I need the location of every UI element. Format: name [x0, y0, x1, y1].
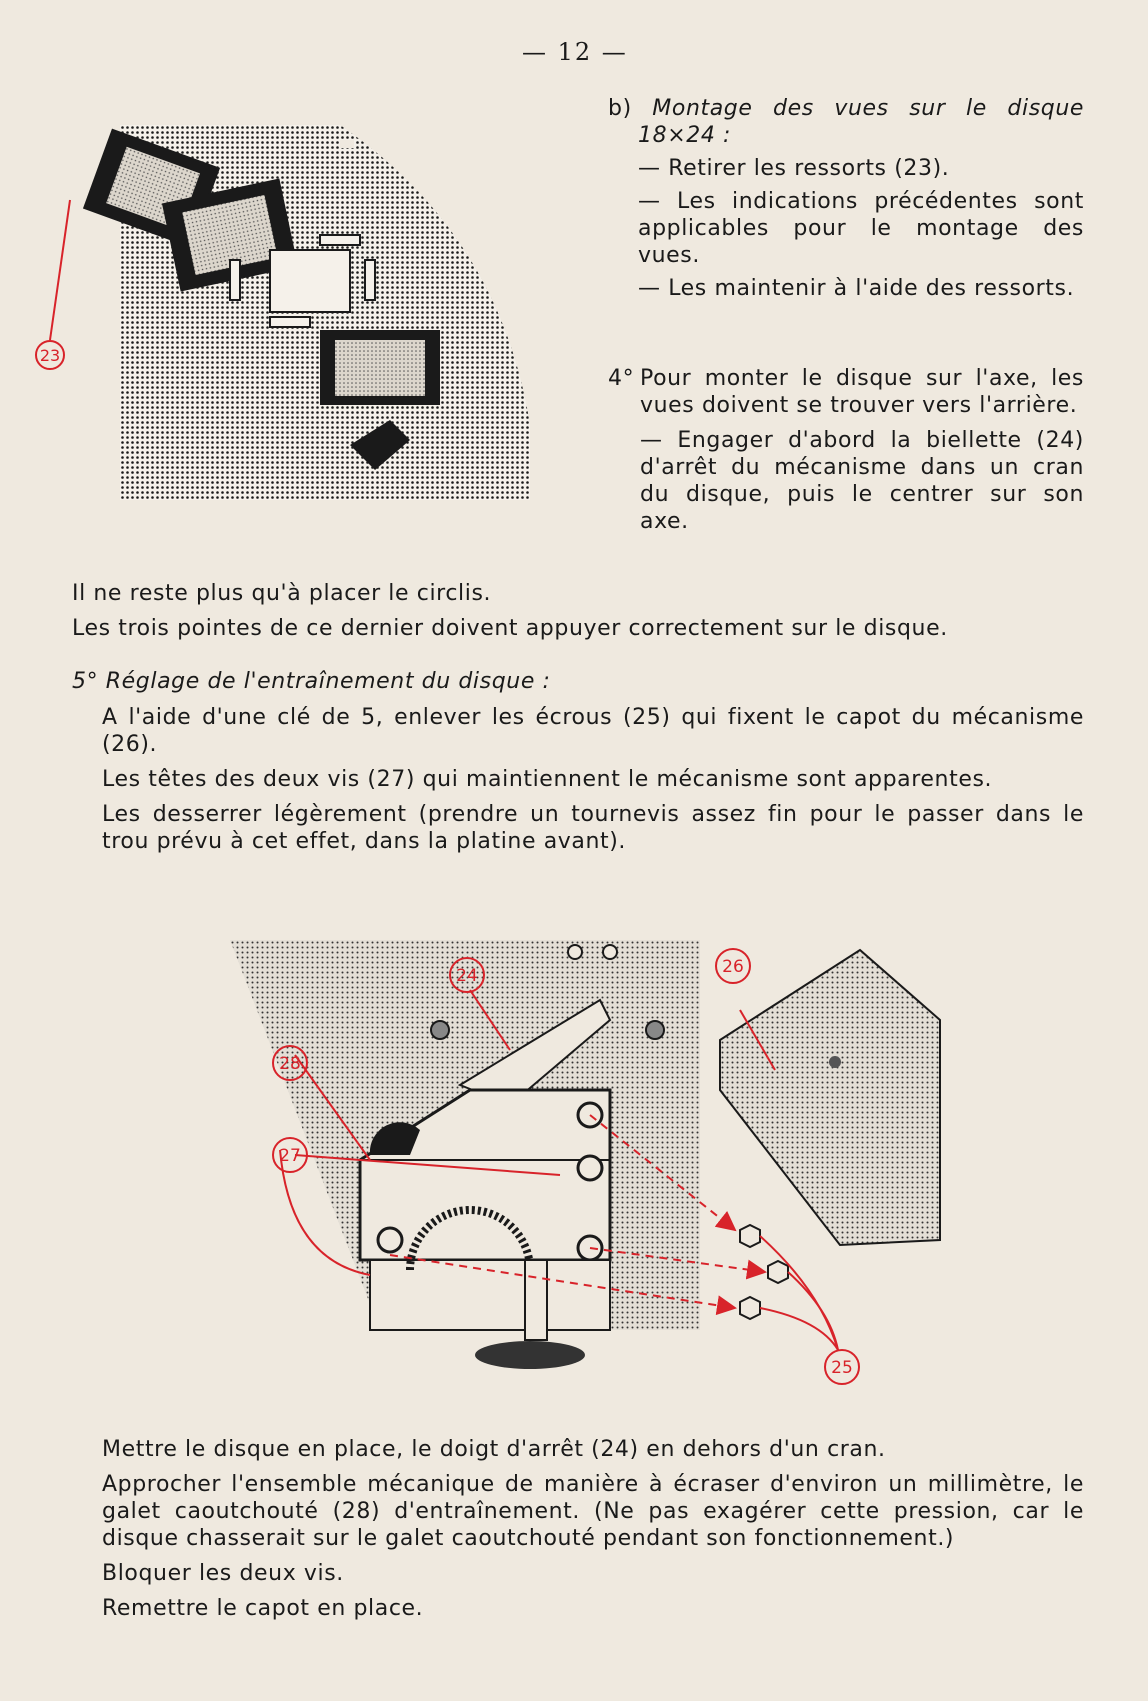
mechanism-cover — [720, 950, 940, 1245]
section-4-item: — Engager d'abord la biellette (24) d'arrêt du mécanisme dans un cran du disque, puis le centrer sur son axe. — [640, 428, 1084, 534]
section-5-heading: 5° Réglage de l'entraînement du disque : — [72, 669, 551, 694]
callout-25: 25 — [831, 1358, 853, 1378]
final-paragraph: Bloquer les deux vis. — [102, 1561, 344, 1586]
callout-26: 26 — [722, 957, 744, 977]
list-item: — Les maintenir à l'aide des ressorts. — [638, 276, 1075, 301]
section-b-prefix: b) — [608, 96, 632, 121]
callout-28: 28 — [279, 1054, 301, 1074]
rubber-wheel — [475, 1341, 585, 1369]
callout-24: 24 — [456, 966, 478, 986]
section-4-number: 4° — [608, 366, 635, 391]
section-b-heading-2: 18×24 : — [638, 123, 732, 148]
final-paragraph: Remettre le capot en place. — [102, 1596, 424, 1621]
callout-27: 27 — [279, 1146, 301, 1166]
list-item: — Retirer les ressorts (23). — [638, 156, 950, 181]
section-4-text: Pour monter le disque sur l'axe, les vues doivent se trouver vers l'arrière. — [640, 366, 1084, 418]
circlis-line: Les trois pointes de ce dernier doivent appuyer correctement sur le disque. — [72, 616, 948, 641]
section-5-paragraph: Les desserrer légèrement (prendre un tournevis assez fin pour le passer dans le trou prévu à cet effet, dans la platine avant). — [102, 802, 1084, 854]
final-paragraph: Mettre le disque en place, le doigt d'arrêt (24) en dehors d'un cran. — [102, 1437, 886, 1462]
figure-mechanism — [220, 930, 960, 1400]
slide-3 — [320, 330, 440, 405]
figure-disc-slides — [30, 125, 590, 505]
section-b-heading: Montage des vues sur le disque — [652, 96, 1084, 121]
section-5-paragraph: Les têtes des deux vis (27) qui maintiennent le mécanisme sont apparentes. — [102, 767, 993, 792]
list-item: — Les indications précédentes sont applicables pour le montage des vues. — [638, 189, 1084, 268]
callout-23: 23 — [39, 346, 61, 365]
section-5-paragraph: A l'aide d'une clé de 5, enlever les écrous (25) qui fixent le capot du mécanisme (26). — [102, 705, 1084, 757]
final-paragraph: Approcher l'ensemble mécanique de manière à écraser d'environ un millimètre, le galet caoutchouté (28) d'entraînement. (Ne pas exagérer cette pression, car le disque chasserait sur le galet caoutchouté pendant son fonctionnement.) — [102, 1472, 1084, 1551]
empty-slot — [270, 250, 350, 312]
circlis-line: Il ne reste plus qu'à placer le circlis. — [72, 581, 492, 606]
page-number: — 12 — — [522, 38, 628, 66]
